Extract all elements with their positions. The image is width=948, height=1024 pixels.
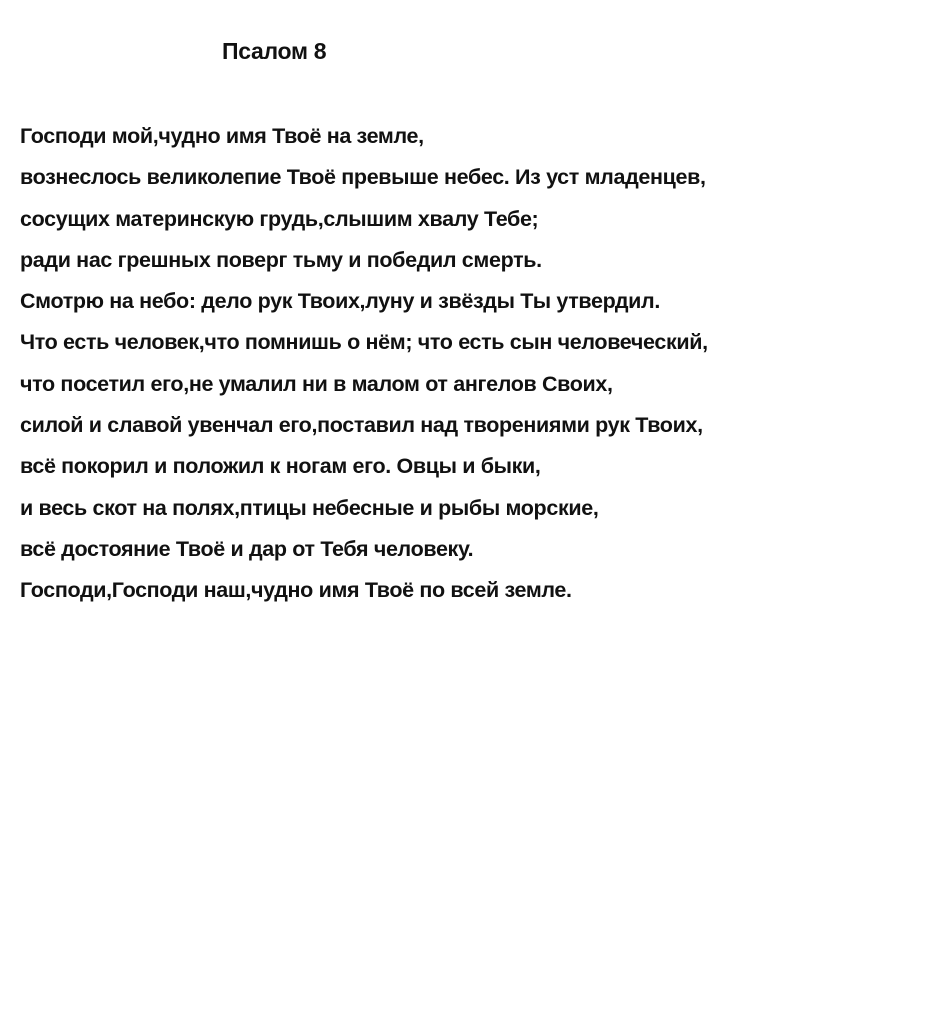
- text-line-4: ради нас грешных поверг тьму и победил смерть.: [20, 247, 542, 272]
- text-line-8: силой и славой увенчал его,поставил над творениями рук Твоих,: [20, 413, 703, 438]
- text-line-7: что посетил его,не умалил ни в малом от ангелов Своих,: [20, 371, 613, 396]
- text-line-3: сосущих материнскую грудь,слышим хвалу Тебе;: [20, 206, 539, 231]
- text-line-11: всё достояние Твоё и дар от Тебя человеку.: [20, 536, 474, 561]
- text-line-6: Что есть человек,что помнишь о нём; что есть сын человеческий,: [20, 330, 708, 355]
- page-title: Псалом 8: [222, 38, 327, 64]
- text-line-9: всё покорил и положил к ногам его. Овцы и быки,: [20, 454, 541, 479]
- text-line-10: и весь скот на полях,птицы небесные и рыбы морские,: [20, 495, 599, 520]
- text-line-2: вознеслось великолепие Твоё превыше небес. Из уст младенцев,: [20, 165, 706, 190]
- text-line-5: Смотрю на небо: дело рук Твоих,луну и звёзды Ты утвердил.: [20, 289, 660, 314]
- text-line-1: Господи мой,чудно имя Твоё на земле,: [20, 124, 424, 148]
- psalm-text: [20, 116, 930, 612]
- text-line-12: Господи,Господи наш,чудно имя Твоё по всей земле.: [20, 578, 572, 603]
